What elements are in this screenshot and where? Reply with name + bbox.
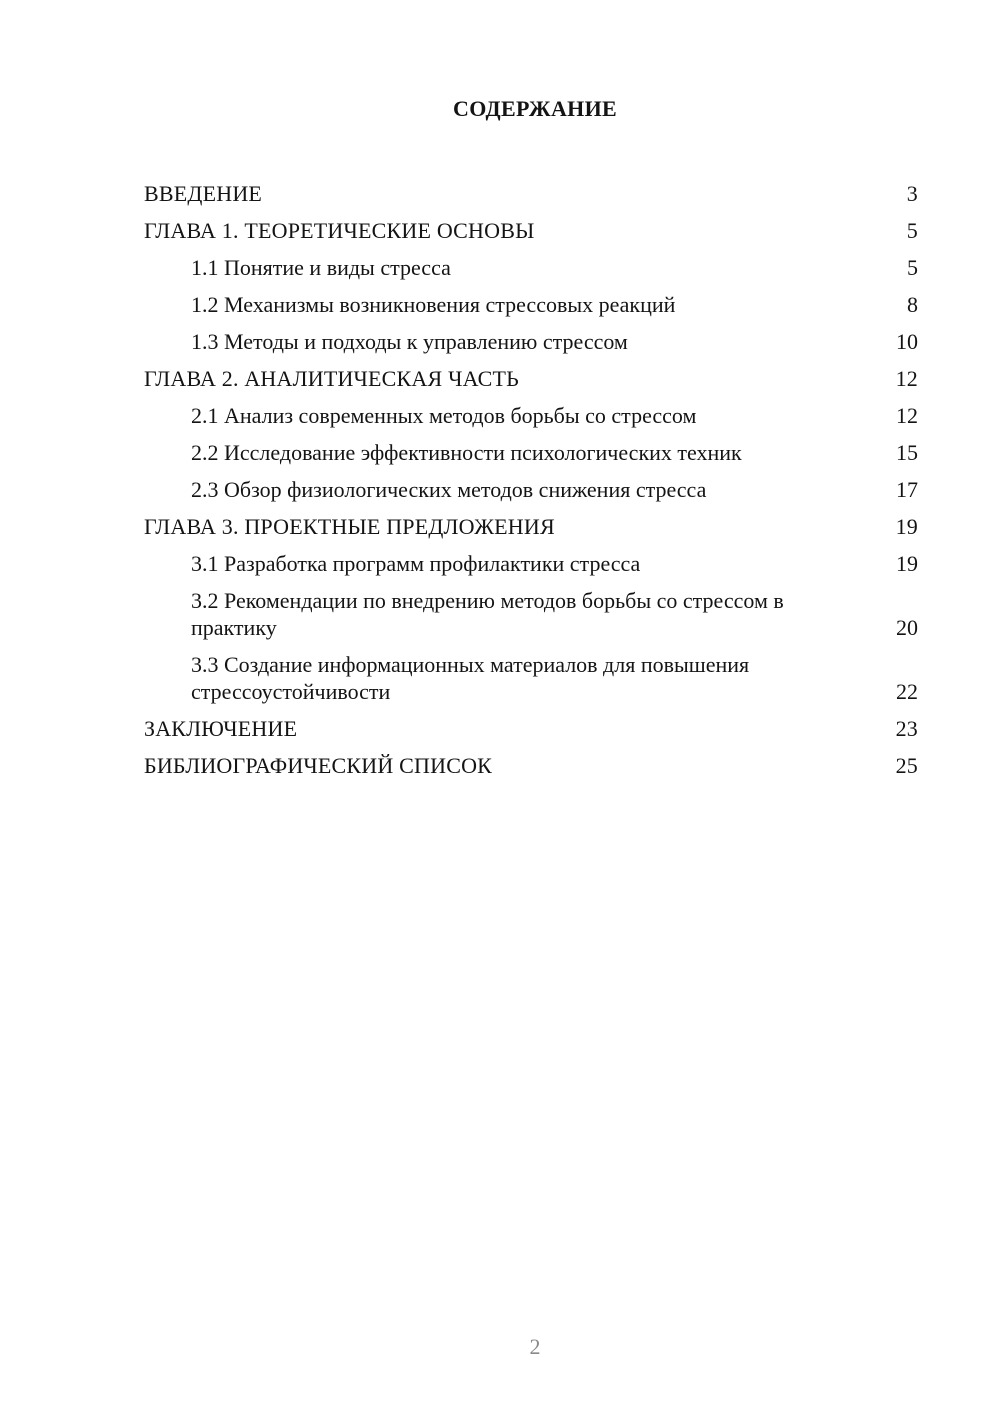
toc-subentry[interactable] xyxy=(144,318,918,355)
toc-entry[interactable] xyxy=(144,170,918,207)
toc-entry[interactable] xyxy=(144,705,918,742)
toc-subentry-title: 3.3 Создание информационных материалов для повышения стрессоустойчивости xyxy=(191,652,750,704)
toc-entry[interactable] xyxy=(144,355,918,392)
toc-entry[interactable] xyxy=(144,742,918,779)
toc-subentry[interactable] xyxy=(144,641,918,705)
toc-subentry-title: 1.1 Понятие и виды стресса xyxy=(191,255,451,280)
toc-entry-title: ВВЕДЕНИЕ xyxy=(144,181,263,206)
toc-entry-page: 5 xyxy=(906,218,918,243)
toc-subentry-page: 19 xyxy=(896,551,918,576)
page-title: СОДЕРЖАНИЕ xyxy=(453,96,617,121)
toc-subentry[interactable] xyxy=(144,244,918,281)
toc-entry-page: 12 xyxy=(895,366,918,391)
toc-entry-page: 25 xyxy=(895,753,918,778)
toc-entry-page: 19 xyxy=(895,514,918,539)
toc-entry[interactable] xyxy=(144,503,918,540)
toc-subentry[interactable] xyxy=(144,466,918,503)
toc-subentry-title: 2.3 Обзор физиологических методов снижения стресса xyxy=(191,477,707,502)
toc-entry-page: 3 xyxy=(906,181,918,206)
toc-entry-title: ЗАКЛЮЧЕНИЕ xyxy=(144,716,298,741)
toc-subentry-title: 2.1 Анализ современных методов борьбы со стрессом xyxy=(191,403,697,428)
toc-subentry[interactable] xyxy=(144,429,918,466)
toc-subentry[interactable] xyxy=(144,577,918,641)
toc-subentry[interactable] xyxy=(144,392,918,429)
toc-subentry-page: 10 xyxy=(896,329,918,354)
toc-entry-title: ГЛАВА 1. ТЕОРЕТИЧЕСКИЕ ОСНОВЫ xyxy=(144,218,535,243)
table-of-contents xyxy=(144,170,918,779)
toc-subentry-page: 20 xyxy=(896,615,918,640)
toc-subentry-title: 3.2 Рекомендации по внедрению методов борьбы со стрессом в практику xyxy=(191,588,784,640)
toc-subentry[interactable] xyxy=(144,540,918,577)
page-number: 2 xyxy=(529,1334,541,1359)
toc-entry-page: 23 xyxy=(895,716,918,741)
toc-entry[interactable] xyxy=(144,207,918,244)
toc-subentry-title: 3.1 Разработка программ профилактики стресса xyxy=(191,551,641,576)
toc-entry-title: ГЛАВА 2. АНАЛИТИЧЕСКАЯ ЧАСТЬ xyxy=(144,366,519,391)
toc-subentry-title: 2.2 Исследование эффективности психологических техник xyxy=(191,440,742,465)
toc-subentry-page: 17 xyxy=(896,477,918,502)
toc-subentry[interactable] xyxy=(144,281,918,318)
toc-subentry-title: 1.2 Механизмы возникновения стрессовых реакций xyxy=(191,292,676,317)
toc-subentry-page: 15 xyxy=(896,440,918,465)
toc-entry-title: БИБЛИОГРАФИЧЕСКИЙ СПИСОК xyxy=(144,753,493,778)
toc-subentry-page: 12 xyxy=(896,403,918,428)
toc-subentry-title: 1.3 Методы и подходы к управлению стрессом xyxy=(191,329,628,354)
toc-entry-title: ГЛАВА 3. ПРОЕКТНЫЕ ПРЕДЛОЖЕНИЯ xyxy=(144,514,555,539)
toc-subentry-page: 5 xyxy=(907,255,918,280)
toc-subentry-page: 22 xyxy=(896,679,918,704)
toc-subentry-page: 8 xyxy=(907,292,918,317)
